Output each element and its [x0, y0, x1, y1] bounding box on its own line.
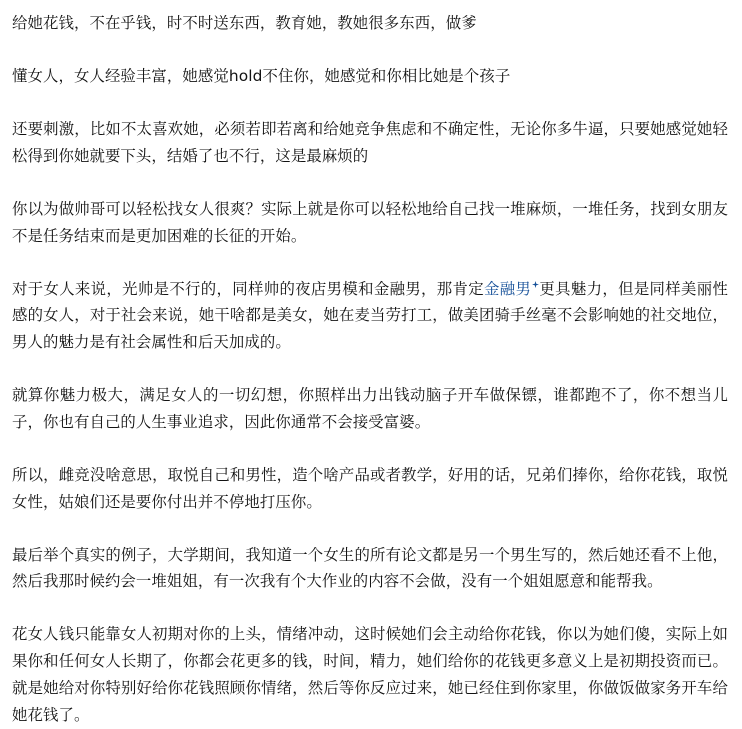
paragraph-9: 花女人钱只能靠女人初期对你的上头，情绪冲动，这时候她们会主动给你花钱，你以为她们傻，实际上如果你和任何女人长期了，你都会花更多的钱，时间，精力，她们给你的花钱更多意义上是初期投资而已。就是她给对你特别好给你花钱照顾你情绪，然后等你反应过来，她已经住到你家里，你做饭做家务开车给她花钱了。: [12, 625, 728, 724]
paragraph-5: [12, 276, 728, 356]
paragraph-5-text-after: 更具魅力，但是同样美丽性感的女人，对于社会来说，她干啥都是美女，她在麦当劳打工，做美团骑手丝毫不会影响她的社交地位，男人的魅力是有社会属性和后天加成的。: [12, 279, 728, 352]
keyword-link-jinrongnan[interactable]: [484, 280, 539, 298]
paragraph-1: 给她花钱，不在乎钱，时不时送东西，教育她，教她很多东西，做爹: [12, 14, 477, 32]
paragraph-5-text-before: 对于女人来说，光帅是不行的，同样帅的夜店男模和金融男，那肯定: [12, 279, 484, 298]
paragraph-2: 懂女人，女人经验丰富，她感觉hold不住你，她感觉和你相比她是个孩子: [12, 66, 511, 85]
paragraph-6: 就算你魅力极大，满足女人的一切幻想，你照样出力出钱动脑子开车做保镖，谁都跑不了，你不想当儿子，你也有自己的人生事业追求，因此你通常不会接受富婆。: [12, 386, 728, 431]
paragraph-4: 你以为做帅哥可以轻松找女人很爽？实际上就是你可以轻松地给自己找一堆麻烦，一堆任务，找到女朋友不是任务结束而是更加困难的长征的开始。: [12, 199, 728, 245]
paragraph-7: 所以，雌竞没啥意思，取悦自己和男性，造个啥产品或者教学，好用的话，兄弟们捧你，给你花钱，取悦女性，姑娘们还是要你付出并不停地打压你。: [12, 465, 728, 511]
paragraph-3: 还要刺激，比如不太喜欢她，必须若即若离和给她竞争焦虑和不确定性，无论你多牛逼，只要她感觉她轻松得到你她就要下头，结婚了也不行，这是最麻烦的: [12, 119, 728, 165]
paragraph-8: 最后举个真实的例子，大学期间，我知道一个女生的所有论文都是另一个男生写的，然后她还看不上他，然后我那时候约会一堆姐姐，有一次我有个大作业的内容不会做，没有一个姐姐愿意和能帮我。: [12, 545, 728, 591]
keyword-link-text[interactable]: 金融男: [483, 279, 532, 298]
answer-body: [12, 10, 728, 729]
